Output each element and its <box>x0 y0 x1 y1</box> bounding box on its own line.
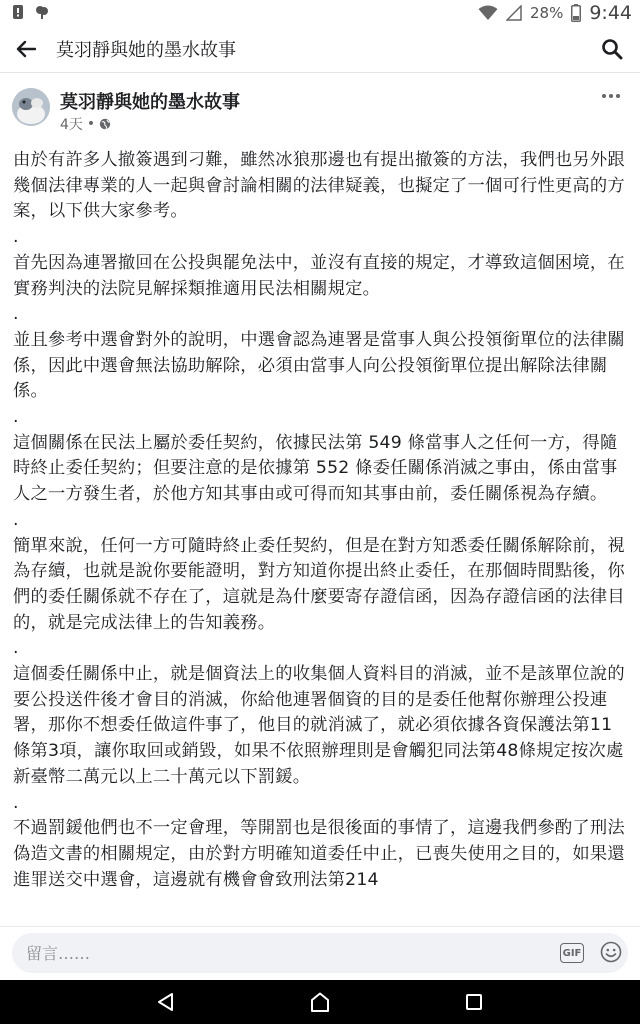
page-title: 莫羽靜與她的墨水故事 <box>56 40 236 61</box>
post-options-button[interactable] <box>596 84 626 108</box>
post-meta <box>60 114 111 134</box>
post-paragraph: 這個關係在民法上屬於委任契約，依據民法第 549 條當事人之任何一方，得隨時終止委任契約；但要注意的是依據第 552 條委任關係消滅之事由，係由當事人之一方發生者，於他方知其事由或可得而知其事由前，委任關係視為存續。 <box>13 432 618 505</box>
post-body <box>13 148 629 926</box>
back-triangle-icon <box>156 992 176 1012</box>
search-button[interactable] <box>596 34 628 64</box>
avatar-image <box>12 88 50 126</box>
post-paragraph-divider: . <box>13 407 19 428</box>
nav-back-button[interactable] <box>154 990 178 1014</box>
app-bar <box>0 26 640 73</box>
home-circle-icon <box>309 991 331 1013</box>
emoji-icon[interactable] <box>600 941 622 963</box>
post-paragraph: 不過罰鍰他們也不一定會理，等開罰也是很後面的事情了，這邊我們參酌了刑法偽造文書的相關規定，由於對方明確知道委任中止，已喪失使用之目的，如果還進罪送交中選會，這邊就有機會會致刑法第214 <box>13 818 625 890</box>
search-icon <box>601 38 623 60</box>
meta-separator: • <box>86 116 96 132</box>
avatar[interactable] <box>12 88 50 126</box>
post-paragraph-divider: . <box>13 509 19 530</box>
post-paragraph-divider: . <box>13 792 19 813</box>
post-paragraph: 簡單來說，任何一方可隨時終止委任契約，但是在對方知悉委任關係解除前，視為存續，也就是說你要能證明，對方知道你提出終止委任，在那個時間點後，你們的委任關係就不存在了，這就是為什麼要寄存證信函，因為存證信函的法律目的，就是完成法律上的告知義務。 <box>13 535 625 633</box>
wifi-icon <box>478 5 498 21</box>
post-paragraph-divider: . <box>13 227 19 248</box>
post-paragraph: 並且參考中選會對外的說明，中選會認為連署是當事人與公投領銜單位的法律關係，因此中選會無法協助解除，必須由當事人向公投領銜單位提出解除法律關係。 <box>13 329 625 402</box>
gif-button[interactable]: GIF <box>560 943 584 963</box>
weather-icon <box>34 4 50 20</box>
recents-square-icon <box>465 993 483 1011</box>
battery-icon <box>571 4 581 22</box>
comment-input[interactable] <box>12 933 628 973</box>
back-button[interactable] <box>10 34 42 64</box>
post-paragraph: 由於有許多人撤簽遇到刁難，雖然冰狼那邊也有提出撤簽的方法，我們也另外跟幾個法律專業的人一起與會討論相關的法律疑義，也擬定了一個可行性更高的方案，以下供大家參考。 <box>13 150 625 222</box>
post-header <box>0 72 640 142</box>
post-paragraph-divider: . <box>13 638 19 659</box>
comment-bar <box>0 926 640 981</box>
status-bar <box>0 0 640 26</box>
globe-icon <box>99 118 111 130</box>
notification-icon <box>12 4 24 20</box>
system-nav-bar <box>0 980 640 1024</box>
post-author[interactable]: 莫羽靜與她的墨水故事 <box>60 92 240 113</box>
more-dots-icon <box>601 93 621 99</box>
clock: 9:44 <box>589 2 632 24</box>
post-time[interactable]: 4天 <box>60 117 83 133</box>
status-right <box>478 2 632 24</box>
post-paragraph: 這個委任關係中止，就是個資法上的收集個人資料目的消滅，並不是該單位說的要公投送件後才會目的消滅，你給他連署個資的目的是委任他幫你辦理公投連署，那你不想委任做這件事了，他目的就消滅了，就必須依據各資保護法第11條第3項，讓你取回或銷毀，如果不依照辦理則是會觸犯同法第48條規定按次處新臺幣二萬元以上二十萬元以下罰鍰。 <box>13 664 625 787</box>
nav-recents-button[interactable] <box>462 990 486 1014</box>
back-arrow-icon <box>16 40 36 58</box>
battery-percent: 28% <box>529 4 564 22</box>
post-paragraph-divider: . <box>13 304 19 325</box>
signal-icon <box>506 5 522 21</box>
status-left <box>12 4 50 20</box>
post-paragraph: 首先因為連署撤回在公投與罷免法中，並沒有直接的規定，才導致這個困境，在實務判決的法院見解採類推適用民法相關規定。 <box>13 252 625 299</box>
nav-home-button[interactable] <box>308 990 332 1014</box>
